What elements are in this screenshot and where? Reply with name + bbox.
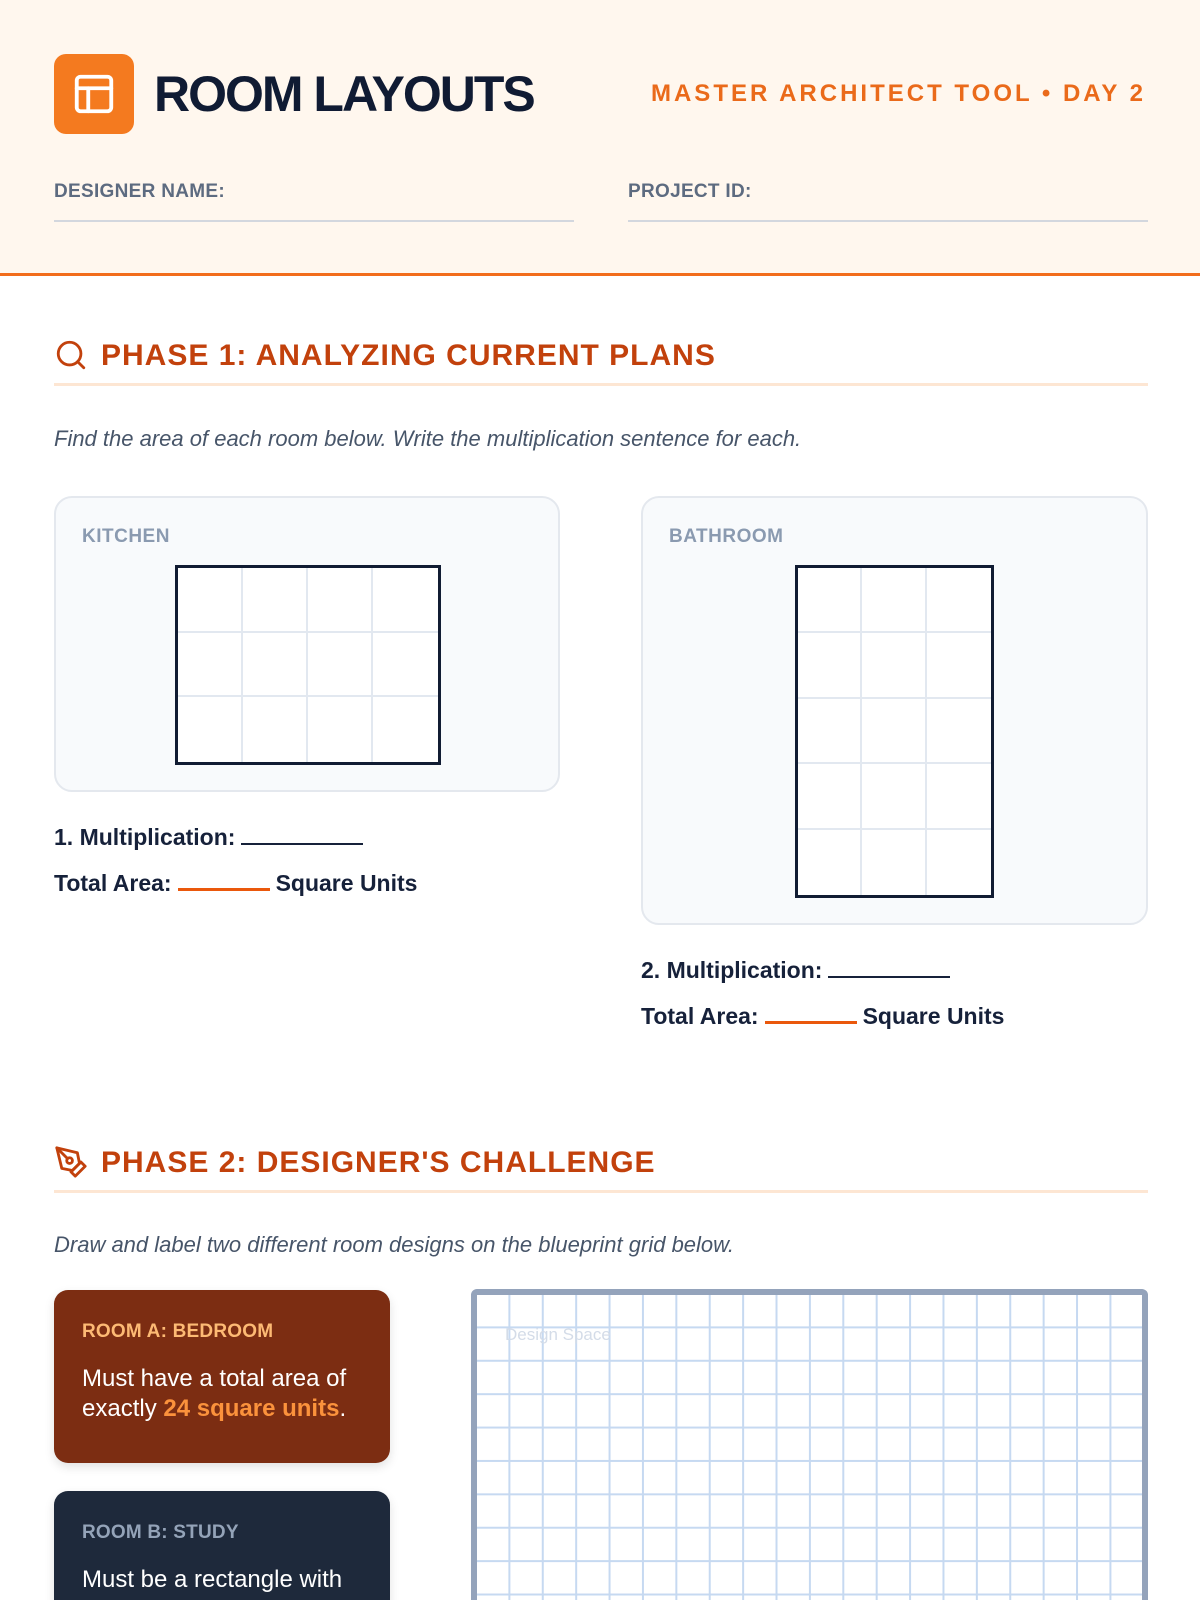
- project-id-field[interactable]: [628, 180, 1148, 222]
- room-a-highlight: 24 square units: [163, 1395, 340, 1422]
- kitchen-multiplication: [54, 822, 363, 852]
- grid-cell: [798, 633, 862, 698]
- grid-cell: [798, 764, 862, 829]
- bathroom-multiplication: [641, 955, 950, 985]
- room-b-description: [82, 1565, 372, 1595]
- bathroom-units-label: Square Units: [862, 1003, 1005, 1029]
- kitchen-grid: [175, 565, 441, 765]
- grid-cell: [308, 633, 373, 698]
- bathroom-label: BATHROOM: [669, 526, 784, 547]
- bathroom-multiplication-blank[interactable]: [828, 956, 950, 978]
- room-a-card: [54, 1290, 390, 1463]
- grid-cell: [798, 830, 862, 895]
- bathroom-area-blank[interactable]: [765, 1002, 857, 1024]
- grid-cell: [862, 633, 926, 698]
- room-b-text: Must be a rectangle with: [82, 1566, 343, 1593]
- grid-cell: [373, 633, 438, 698]
- room-b-card: [54, 1491, 390, 1600]
- grid-cell: [927, 633, 991, 698]
- grid-cell: [862, 699, 926, 764]
- room-a-title: ROOM A: BEDROOM: [82, 1321, 274, 1342]
- kitchen-area-blank[interactable]: [178, 869, 270, 891]
- grid-cell: [798, 568, 862, 633]
- kitchen-multiplication-blank[interactable]: [241, 823, 363, 845]
- bathroom-total-area-label: Total Area:: [641, 1003, 759, 1029]
- designer-name-label: DESIGNER NAME:: [54, 181, 225, 202]
- grid-cell: [243, 568, 308, 633]
- page-title: ROOM LAYOUTS: [154, 66, 534, 122]
- project-id-label: PROJECT ID:: [628, 181, 752, 202]
- bathroom-total-area: [641, 1001, 1004, 1031]
- grid-cell: [178, 697, 243, 762]
- pen-tool-icon: [54, 1145, 88, 1179]
- blueprint-grid[interactable]: [471, 1289, 1148, 1600]
- phase1-heading: [54, 336, 1148, 386]
- kitchen-total-area: [54, 868, 417, 898]
- room-a-suffix: .: [339, 1395, 347, 1422]
- grid-cell: [243, 633, 308, 698]
- grid-cell: [862, 764, 926, 829]
- designer-name-field[interactable]: [54, 180, 574, 222]
- bathroom-grid: [795, 565, 994, 898]
- grid-cell: [862, 568, 926, 633]
- page-subtitle: MASTER ARCHITECT TOOL • DAY 2: [650, 80, 1146, 107]
- kitchen-units-label: Square Units: [275, 870, 418, 896]
- room-b-title: ROOM B: STUDY: [82, 1522, 239, 1543]
- room-a-text: Must have a total area of exactly: [82, 1365, 347, 1422]
- grid-cell: [862, 830, 926, 895]
- phase1-instructions: Find the area of each room below. Write the multiplication sentence for each.: [54, 426, 802, 451]
- logo-badge: [54, 54, 134, 134]
- grid-cell: [373, 568, 438, 633]
- kitchen-card: [54, 496, 560, 792]
- phase2-instructions: Draw and label two different room designs on the blueprint grid below.: [54, 1232, 734, 1257]
- phase2-heading: [54, 1143, 1148, 1193]
- layout-icon: [71, 71, 117, 117]
- bathroom-card: [641, 496, 1148, 925]
- grid-cell: [243, 697, 308, 762]
- bathroom-multiplication-label: 2. Multiplication:: [641, 957, 823, 983]
- grid-cell: [927, 568, 991, 633]
- worksheet-header: [0, 0, 1200, 276]
- kitchen-label: KITCHEN: [82, 526, 170, 547]
- grid-cell: [308, 697, 373, 762]
- kitchen-multiplication-label: 1. Multiplication:: [54, 824, 236, 850]
- grid-cell: [927, 830, 991, 895]
- blueprint-label: Design Space: [505, 1325, 611, 1344]
- grid-cell: [178, 568, 243, 633]
- room-a-description: [82, 1364, 372, 1424]
- grid-cell: [373, 697, 438, 762]
- grid-cell: [178, 633, 243, 698]
- grid-cell: [308, 568, 373, 633]
- search-icon: [54, 338, 88, 372]
- grid-cell: [927, 764, 991, 829]
- grid-cell: [798, 699, 862, 764]
- kitchen-total-area-label: Total Area:: [54, 870, 172, 896]
- phase2-title: PHASE 2: DESIGNER'S CHALLENGE: [101, 1146, 656, 1179]
- grid-cell: [927, 699, 991, 764]
- phase1-title: PHASE 1: ANALYZING CURRENT PLANS: [101, 339, 716, 372]
